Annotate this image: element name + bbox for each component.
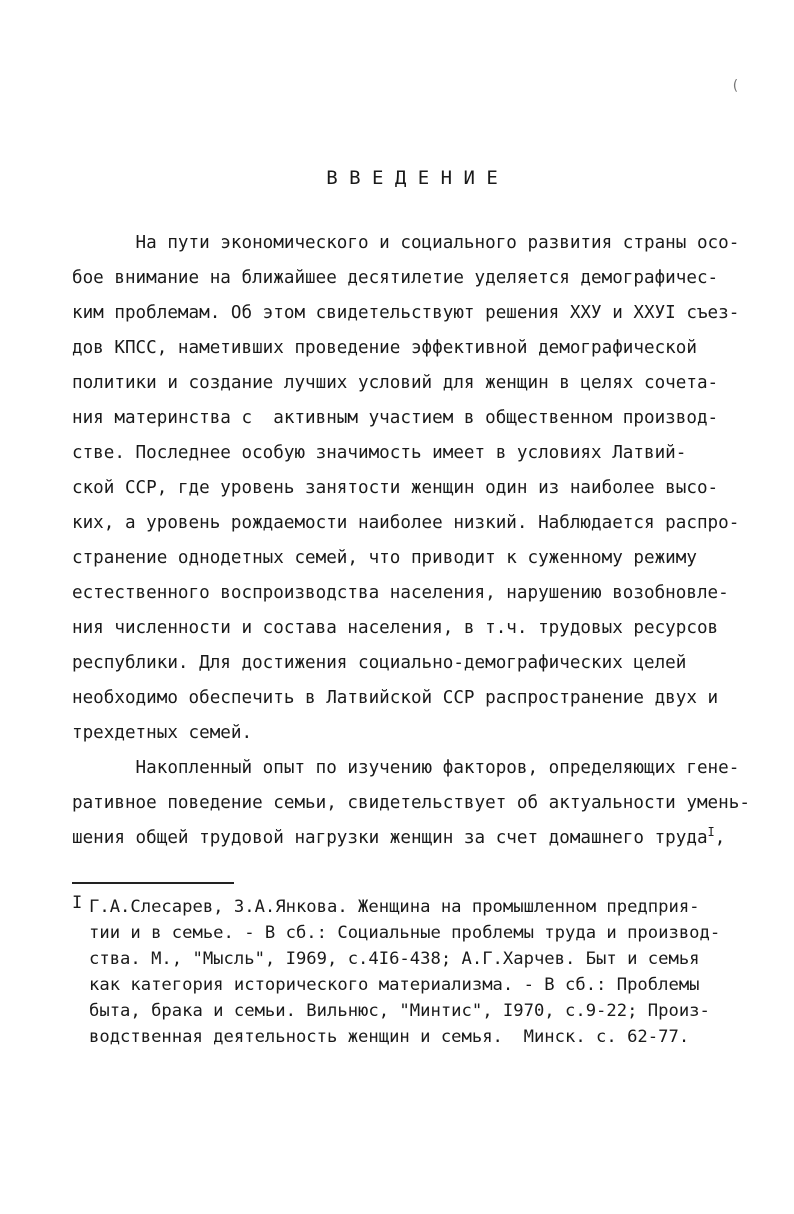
page-mark: (: [731, 78, 740, 94]
body-line: естественного воспроизводства населения, нарушению возобновле-: [72, 583, 729, 603]
footnote-line: водственная деятельность женщин и семья. Минск. с. 62-77.: [89, 1027, 690, 1047]
footnote-line: ства. М., "Мысль", I969, с.4I6-438; А.Г.Харчев. Быт и семья: [89, 949, 700, 969]
body-line: трехдетных семей.: [72, 723, 253, 743]
footnote-divider: [72, 882, 234, 884]
body-text: [72, 226, 772, 856]
footnote-line: Г.А.Слесарев, З.А.Янкова. Женщина на промышленном предприя-: [89, 897, 700, 917]
body-line: ративное поведение семьи, свидетельствует об актуальности умень-: [72, 793, 750, 813]
body-line: политики и создание лучших условий для женщин в целях сочета-: [72, 373, 719, 393]
footnote-reference[interactable]: I: [707, 825, 715, 839]
body-line: бое внимание на ближайшее десятилетие уделяется демографичес-: [72, 268, 719, 288]
body-line: ния материнства с активным участием в общественном производ-: [72, 408, 719, 428]
footnote-body: [89, 894, 720, 1050]
body-line: ской ССР, где уровень занятости женщин один из наиболее высо-: [72, 478, 719, 498]
body-line: На пути экономического и социального развития страны осо-: [72, 233, 740, 253]
body-line: республики. Для достижения социально-демографических целей: [72, 653, 687, 673]
body-line-last-tail: ,: [714, 828, 726, 848]
footnote-line: тии и в семье. - В сб.: Социальные проблемы труда и производ-: [89, 923, 721, 943]
body-line: Накопленный опыт по изучению факторов, определяющих гене-: [72, 758, 740, 778]
body-line: ких, а уровень рождаемости наиболее низкий. Наблюдается распро-: [72, 513, 740, 533]
body-line: ния численности и состава населения, в т.ч. трудовых ресурсов: [72, 618, 719, 638]
body-line: стве. Последнее особую значимость имеет в условиях Латвий-: [72, 443, 687, 463]
body-line: ким проблемам. Об этом свидетельствуют решения ХХУ и ХХУI съез-: [72, 303, 740, 323]
footnote-line: быта, брака и семьи. Вильнюс, "Минтис", I970, с.9-22; Произ-: [89, 1001, 710, 1021]
body-line-last-text: шения общей трудовой нагрузки женщин за счет домашнего труда: [72, 828, 708, 848]
footnote-marker: I: [72, 893, 83, 913]
body-line-last: [72, 821, 772, 856]
body-line: дов КПСС, наметивших проведение эффективной демографической: [72, 338, 697, 358]
body-line: необходимо обеспечить в Латвийской ССР распространение двух и: [72, 688, 719, 708]
page-title: В В Е Д Е Н И Е: [326, 167, 498, 189]
footnote-line: как категория исторического материализма. - В сб.: Проблемы: [89, 975, 700, 995]
body-line: странение однодетных семей, что приводит к суженному режиму: [72, 548, 697, 568]
